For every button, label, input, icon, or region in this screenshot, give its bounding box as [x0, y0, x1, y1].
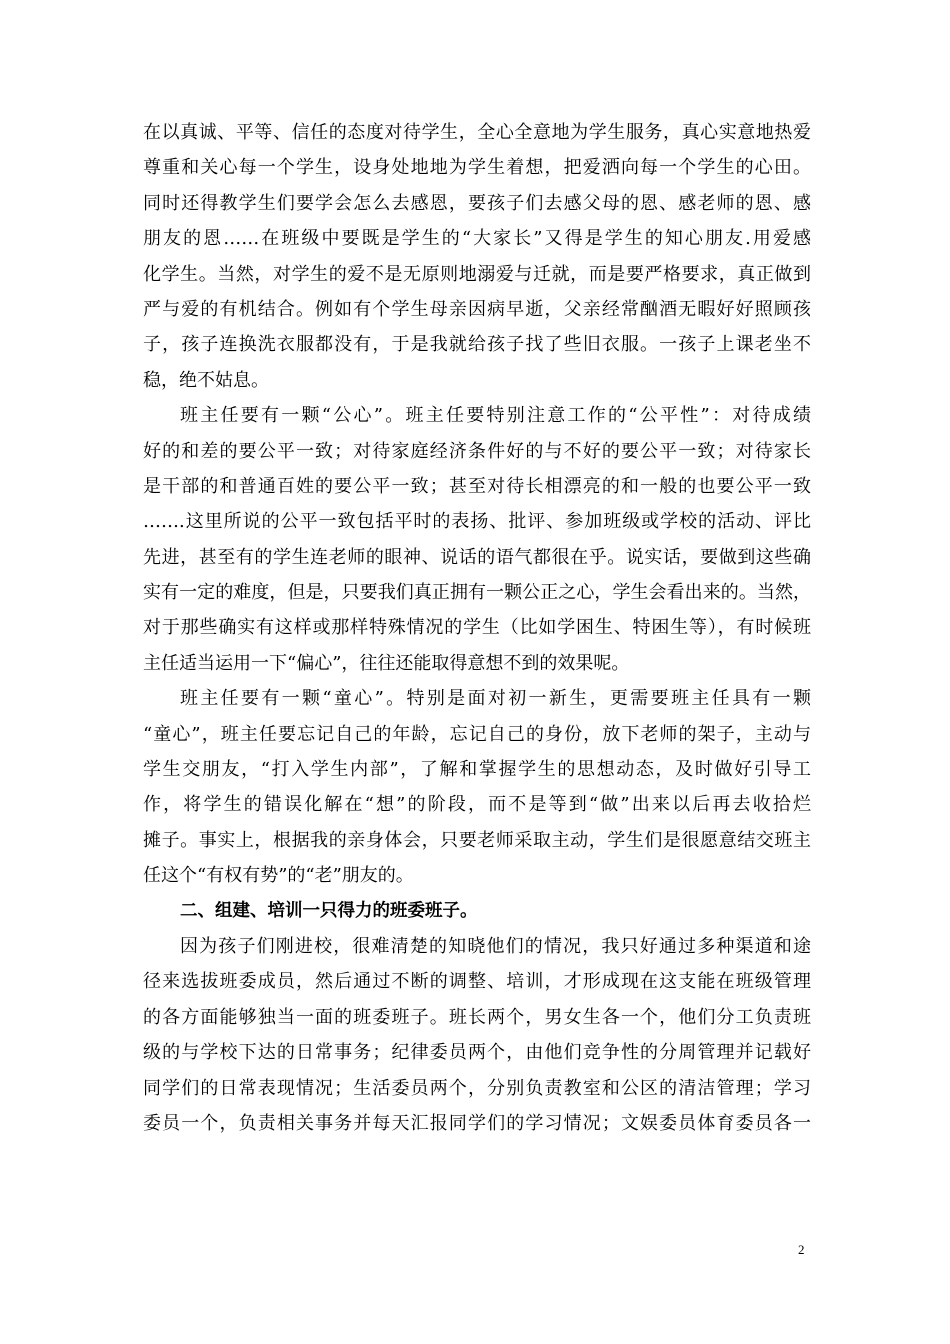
text-line: 径来选拔班委成员，然后通过不断的调整、培训，才形成现在这支能在班级管理 [143, 971, 811, 993]
text-line: 对于那些确实有这样或那样特殊情况的学生（比如学困生、特困生等），有时候班 [143, 617, 811, 639]
text-line: 级的与学校下达的日常事务；纪律委员两个，由他们竞争性的分周管理并记载好 [143, 1042, 811, 1064]
text-line: “童心”，班主任要忘记自己的年龄，忘记自己的身份，放下老师的架子，主动与 [143, 723, 811, 745]
text-line: 朋友的恩……在班级中要既是学生的“大家长”又得是学生的知心朋友.用爱感 [143, 228, 811, 250]
text-line: 同学们的日常表现情况；生活委员两个，分别负责教室和公区的清洁管理；学习 [143, 1077, 811, 1099]
body-paragraph [143, 681, 811, 893]
body-paragraph [143, 115, 811, 398]
text-line: 摊子。事实上，根据我的亲身体会，只要老师采取主动，学生们是很愿意结交班主 [143, 829, 811, 851]
body-paragraph [143, 398, 811, 681]
text-line: 班主任要有一颗“童心”。特别是面对初一新生，更需要班主任具有一颗 [180, 688, 811, 710]
text-line: 学生交朋友，“打入学生内部”，了解和掌握学生的思想动态，及时做好引导工 [143, 759, 811, 781]
text-line: 严与爱的有机结合。例如有个学生母亲因病早逝，父亲经常酗酒无暇好好照顾孩 [143, 298, 811, 320]
text-line: 实有一定的难度，但是，只要我们真正拥有一颗公正之心，学生会看出来的。当然， [143, 582, 811, 604]
text-line: 因为孩子们刚进校，很难清楚的知晓他们的情况，我只好通过多种渠道和途 [180, 935, 811, 957]
text-line: 尊重和关心每一个学生，设身处地地为学生着想，把爱洒向每一个学生的心田。 [143, 157, 811, 179]
text-line: 好的和差的要公平一致；对待家庭经济条件好的与不好的要公平一致；对待家长 [143, 440, 811, 462]
text-line: 在以真诚、平等、信任的态度对待学生，全心全意地为学生服务，真心实意地热爱 [143, 122, 811, 143]
text-line: 任这个“有权有势”的“老”朋友的。 [143, 865, 414, 887]
text-line: 同时还得教学生们要学会怎么去感恩，要孩子们去感父母的恩、感老师的恩、感 [143, 192, 811, 214]
document-body [143, 115, 811, 1141]
body-paragraph [143, 929, 811, 1141]
text-line: 作，将学生的错误化解在“想”的阶段，而不是等到“做”出来以后再去收拾烂 [143, 794, 811, 816]
text-line: 委员一个，负责相关事务并每天汇报同学们的学习情况；文娱委员体育委员各一 [143, 1112, 811, 1134]
page-number: 2 [798, 1242, 805, 1257]
heading-text: 二、组建、培训一只得力的班委班子。 [180, 900, 478, 921]
text-line: 先进，甚至有的学生连老师的眼神、说话的语气都很在乎。说实话，要做到这些确 [143, 546, 811, 568]
text-line: 是干部的和普通百姓的要公平一致；甚至对待长相漂亮的和一般的也要公平一致 [143, 475, 811, 497]
text-line: 的各方面能够独当一面的班委班子。班长两个，男女生各一个，他们分工负责班 [143, 1006, 811, 1028]
section-heading [143, 894, 811, 929]
text-line: 主任适当运用一下“偏心”，往往还能取得意想不到的效果呢。 [143, 652, 630, 674]
text-line: 子，孩子连换洗衣服都没有，于是我就给孩子找了些旧衣服。一孩子上课老坐不 [143, 334, 811, 356]
text-line: …….这里所说的公平一致包括平时的表扬、批评、参加班级或学校的活动、评比 [143, 511, 811, 533]
text-line: 化学生。当然，对学生的爱不是无原则地溺爱与迁就，而是要严格要求，真正做到 [143, 263, 811, 285]
text-line: 班主任要有一颗“公心”。班主任要特别注意工作的“公平性”：对待成绩 [180, 405, 811, 427]
text-line: 稳，绝不姑息。 [143, 369, 269, 391]
